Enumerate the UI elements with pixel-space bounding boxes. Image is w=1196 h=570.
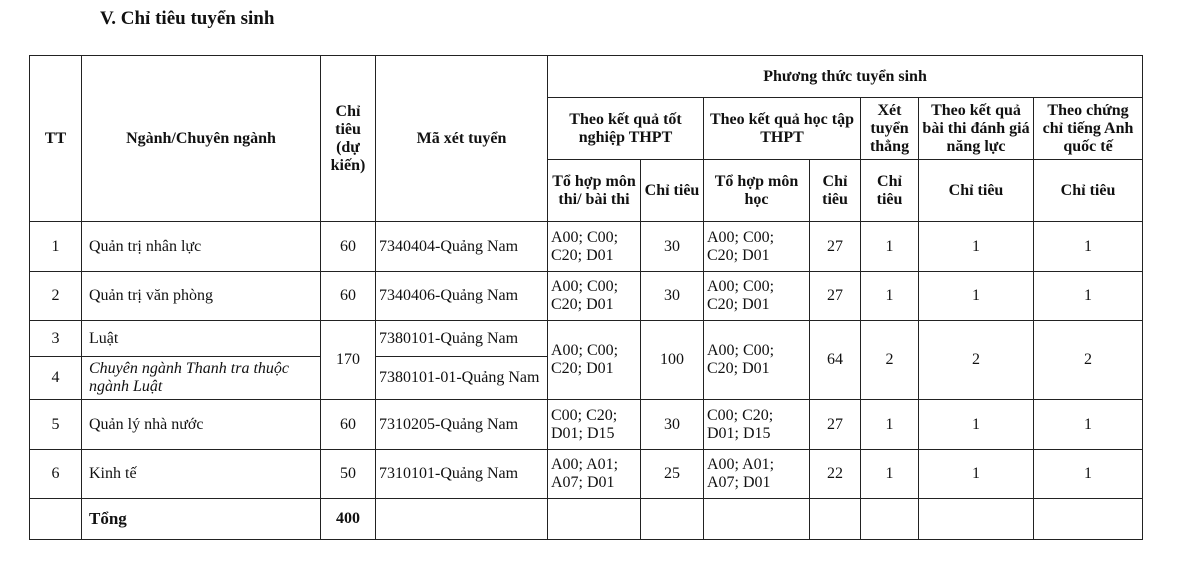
header-ct-nang-luc: Chỉ tiêu: [919, 160, 1034, 222]
total-label: Tổng: [82, 499, 321, 540]
cell-nganh: Luật: [82, 321, 321, 357]
cell-nganh: Quản lý nhà nước: [82, 400, 321, 450]
cell-chi-tieu: 60: [321, 400, 376, 450]
table-row: [30, 272, 1143, 321]
cell-tieng-anh: 1: [1034, 400, 1143, 450]
cell-thpt-chi-tieu: 30: [641, 400, 704, 450]
header-ct-hoc-tap: Chỉ tiêu: [810, 160, 861, 222]
cell-xet-thang: 1: [861, 450, 919, 499]
cell-tieng-anh: 2: [1034, 321, 1143, 400]
header-to-hop-hoc: Tổ hợp môn học: [704, 160, 810, 222]
cell-tieng-anh: 1: [1034, 222, 1143, 272]
cell-tt: 1: [30, 222, 82, 272]
header-ma-xet-tuyen: Mã xét tuyển: [376, 56, 548, 222]
header-tieng-anh: Theo chứng chỉ tiếng Anh quốc tế: [1034, 98, 1143, 160]
admission-quota-table: [29, 55, 1143, 540]
cell-tt: 2: [30, 272, 82, 321]
cell-ma: 7310205-Quảng Nam: [376, 400, 548, 450]
cell-hb-to-hop: C00; C20; D01; D15: [704, 400, 810, 450]
cell-nang-luc: 1: [919, 450, 1034, 499]
cell-thpt-to-hop: A00; C00; C20; D01: [548, 272, 641, 321]
cell-hb-to-hop: A00; A01; A07; D01: [704, 450, 810, 499]
header-thpt: Theo kết quả tốt nghiệp THPT: [548, 98, 704, 160]
cell-hb-to-hop: A00; C00; C20; D01: [704, 272, 810, 321]
cell-nang-luc: 1: [919, 222, 1034, 272]
cell-thpt-chi-tieu: 30: [641, 272, 704, 321]
cell-nganh: Quản trị văn phòng: [82, 272, 321, 321]
cell-empty: [704, 499, 810, 540]
header-to-hop-thi: Tổ hợp môn thi/ bài thi: [548, 160, 641, 222]
cell-ma: 7340406-Quảng Nam: [376, 272, 548, 321]
cell-tt: 5: [30, 400, 82, 450]
table-row: [30, 400, 1143, 450]
cell-thpt-chi-tieu: 100: [641, 321, 704, 400]
cell-nganh: Chuyên ngành Thanh tra thuộc ngành Luật: [82, 357, 321, 400]
cell-tieng-anh: 1: [1034, 450, 1143, 499]
cell-chi-tieu: 170: [321, 321, 376, 400]
cell-hb-to-hop: A00; C00; C20; D01: [704, 222, 810, 272]
total-row: [30, 499, 1143, 540]
cell-thpt-chi-tieu: 30: [641, 222, 704, 272]
header-nang-luc: Theo kết quả bài thi đánh giá năng lực: [919, 98, 1034, 160]
section-title: V. Chỉ tiêu tuyển sinh: [100, 8, 275, 29]
cell-ma: 7380101-Quảng Nam: [376, 321, 548, 357]
cell-nang-luc: 2: [919, 321, 1034, 400]
table-row: [30, 450, 1143, 499]
cell-hb-to-hop: A00; C00; C20; D01: [704, 321, 810, 400]
cell-xet-thang: 1: [861, 272, 919, 321]
header-xet-thang: Xét tuyển thẳng: [861, 98, 919, 160]
cell-ma: 7340404-Quảng Nam: [376, 222, 548, 272]
cell-hb-chi-tieu: 27: [810, 400, 861, 450]
cell-chi-tieu: 50: [321, 450, 376, 499]
table-row: [30, 222, 1143, 272]
cell-empty: [30, 499, 82, 540]
header-ct-tieng-anh: Chỉ tiêu: [1034, 160, 1143, 222]
cell-thpt-to-hop: A00; C00; C20; D01: [548, 222, 641, 272]
header-tt: TT: [30, 56, 82, 222]
cell-tt: 4: [30, 357, 82, 400]
cell-nganh: Quản trị nhân lực: [82, 222, 321, 272]
cell-hb-chi-tieu: 22: [810, 450, 861, 499]
cell-hb-chi-tieu: 27: [810, 222, 861, 272]
cell-hb-chi-tieu: 64: [810, 321, 861, 400]
cell-empty: [1034, 499, 1143, 540]
header-ct-thpt: Chỉ tiêu: [641, 160, 704, 222]
header-ct-thang: Chỉ tiêu: [861, 160, 919, 222]
cell-thpt-to-hop: C00; C20; D01; D15: [548, 400, 641, 450]
header-phuong-thuc: Phương thức tuyển sinh: [548, 56, 1143, 98]
cell-nganh: Kinh tế: [82, 450, 321, 499]
cell-empty: [376, 499, 548, 540]
cell-empty: [548, 499, 641, 540]
header-chi-tieu: Chỉ tiêu (dự kiến): [321, 56, 376, 222]
header-row-1: [30, 56, 1143, 98]
cell-empty: [861, 499, 919, 540]
cell-empty: [641, 499, 704, 540]
cell-xet-thang: 1: [861, 222, 919, 272]
cell-xet-thang: 2: [861, 321, 919, 400]
header-hoc-tap: Theo kết quả học tập THPT: [704, 98, 861, 160]
total-value: 400: [321, 499, 376, 540]
cell-nang-luc: 1: [919, 272, 1034, 321]
cell-hb-chi-tieu: 27: [810, 272, 861, 321]
cell-tt: 3: [30, 321, 82, 357]
cell-empty: [919, 499, 1034, 540]
cell-chi-tieu: 60: [321, 272, 376, 321]
cell-ma: 7310101-Quảng Nam: [376, 450, 548, 499]
cell-tt: 6: [30, 450, 82, 499]
cell-chi-tieu: 60: [321, 222, 376, 272]
cell-empty: [810, 499, 861, 540]
header-nganh: Ngành/Chuyên ngành: [82, 56, 321, 222]
table-row: [30, 321, 1143, 357]
cell-nang-luc: 1: [919, 400, 1034, 450]
cell-thpt-chi-tieu: 25: [641, 450, 704, 499]
cell-thpt-to-hop: A00; A01; A07; D01: [548, 450, 641, 499]
cell-tieng-anh: 1: [1034, 272, 1143, 321]
cell-ma: 7380101-01-Quảng Nam: [376, 357, 548, 400]
cell-xet-thang: 1: [861, 400, 919, 450]
cell-thpt-to-hop: A00; C00; C20; D01: [548, 321, 641, 400]
